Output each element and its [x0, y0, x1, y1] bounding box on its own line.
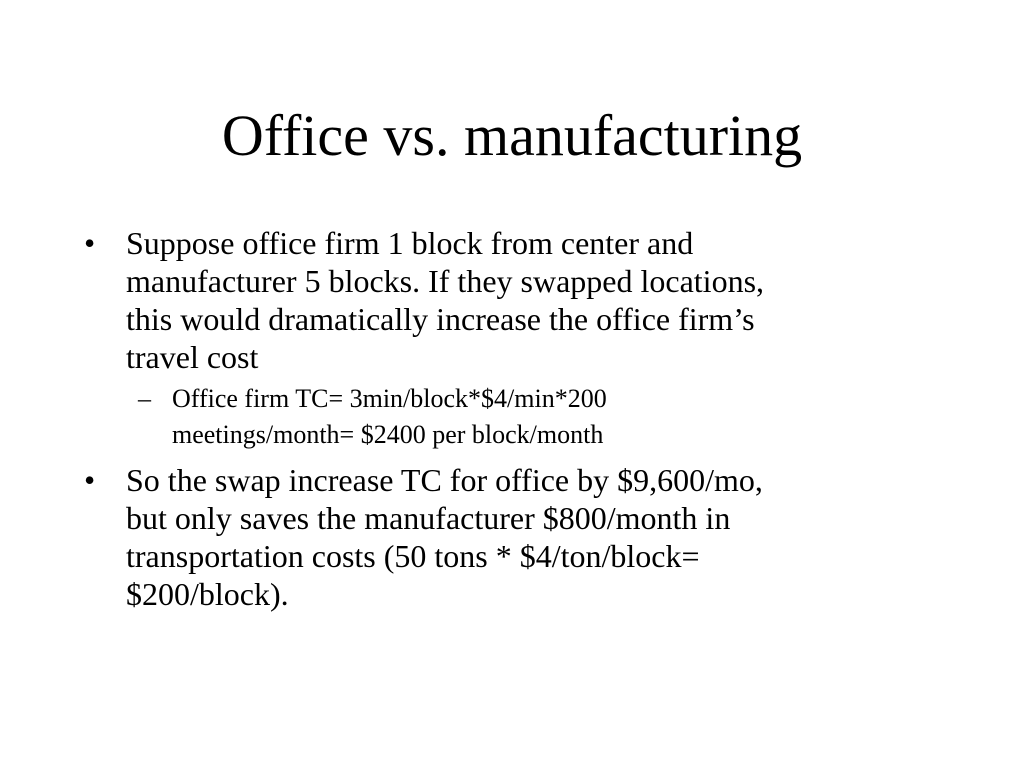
slide-title: Office vs. manufacturing	[221, 103, 803, 168]
bullet-2-line-3: transportation costs (50 tons * $4/ton/block=	[126, 538, 700, 574]
bullet-2-line-1: So the swap increase TC for office by $9,600/mo,	[126, 462, 763, 498]
bullet-item-1	[84, 224, 944, 453]
sub-bullet-marker: –	[138, 384, 151, 413]
bullet-1-line-4: travel cost	[126, 339, 259, 375]
bullet-2-line-4: $200/block).	[126, 576, 289, 612]
bullet-1-line-3: this would dramatically increase the office firm’s	[126, 301, 755, 337]
sub-bullet-item-1	[126, 381, 944, 453]
sub-bullet-1-line-2: meetings/month= $2400 per block/month	[172, 420, 604, 449]
bullet-1-line-1: Suppose office firm 1 block from center and	[126, 225, 694, 261]
bullet-item-2	[84, 461, 944, 613]
bullet-2-line-2: but only saves the manufacturer $800/month in	[126, 500, 731, 536]
bullet-list	[84, 224, 944, 621]
bullet-marker: •	[84, 462, 96, 498]
sub-bullet-1-line-1: Office firm TC= 3min/block*$4/min*200	[172, 384, 607, 413]
bullet-1-line-2: manufacturer 5 blocks. If they swapped locations,	[126, 263, 765, 299]
sub-bullet-list	[126, 381, 944, 453]
bullet-marker: •	[84, 225, 96, 261]
